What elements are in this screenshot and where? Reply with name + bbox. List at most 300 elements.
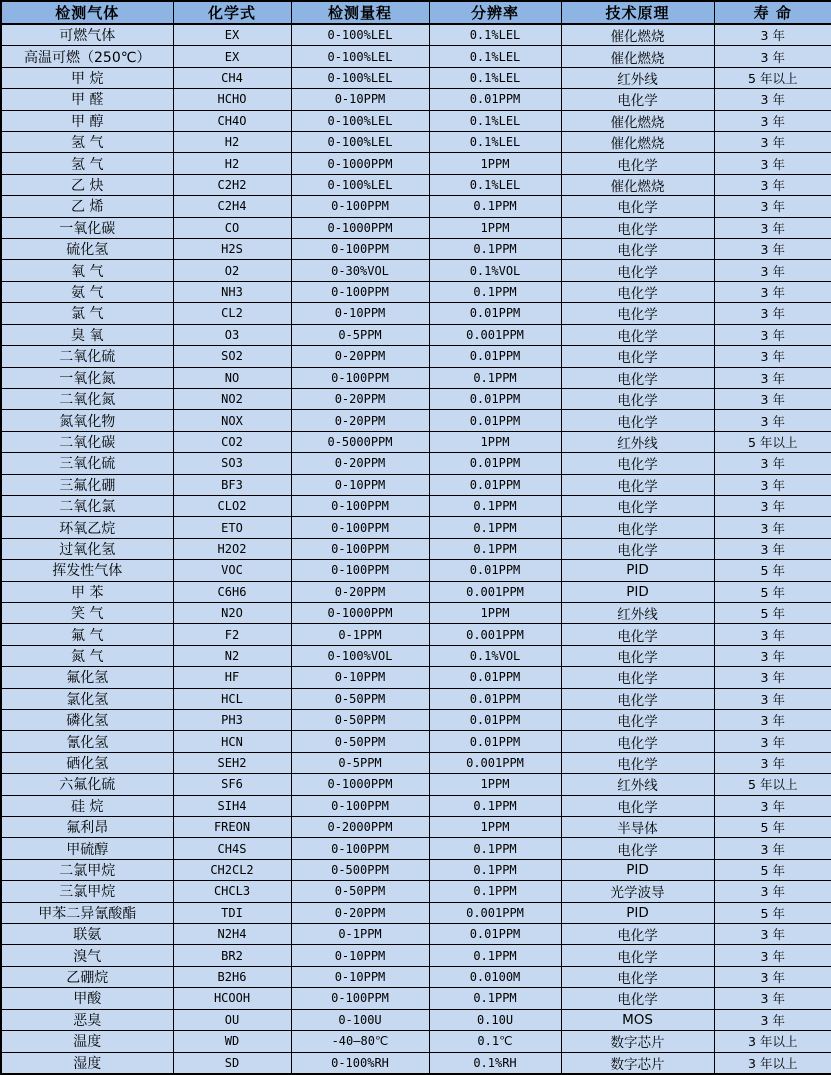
cell-range: 0-100%LEL [291,132,429,153]
cell-principle: 电化学 [561,217,714,238]
cell-range: 0-100%LEL [291,46,429,67]
table-row [1,538,831,559]
cell-principle: 电化学 [561,367,714,388]
cell-formula: B2H6 [173,966,291,987]
cell-principle: 电化学 [561,260,714,281]
cell-lifespan: 3 年 [714,924,831,945]
cell-range: 0-100U [291,1009,429,1030]
table-row [1,688,831,709]
cell-gas: 甲酸 [1,988,173,1009]
cell-lifespan: 3 年 [714,517,831,538]
cell-range: 0-100%LEL [291,110,429,131]
cell-gas: 硒化氢 [1,752,173,773]
cell-principle: 红外线 [561,431,714,452]
cell-lifespan: 3 年 [714,752,831,773]
table-row [1,217,831,238]
column-header-principle: 技术原理 [561,1,714,24]
cell-resolution: 0.01PPM [429,410,561,431]
cell-principle: 电化学 [561,945,714,966]
cell-principle: 电化学 [561,495,714,516]
cell-gas: 氨 气 [1,281,173,302]
cell-gas: 二氧化碳 [1,431,173,452]
table-row [1,474,831,495]
cell-principle: 半导体 [561,817,714,838]
cell-formula: CO2 [173,431,291,452]
cell-resolution: 0.1PPM [429,495,561,516]
cell-gas: 氢 气 [1,153,173,174]
cell-range: 0-20PPM [291,453,429,474]
cell-formula: BF3 [173,474,291,495]
table-row [1,581,831,602]
cell-principle: 电化学 [561,388,714,409]
cell-lifespan: 3 年 [714,474,831,495]
cell-resolution: 0.1PPM [429,196,561,217]
cell-formula: F2 [173,624,291,645]
table-row [1,260,831,281]
cell-principle: 电化学 [561,924,714,945]
cell-gas: 氰化氢 [1,731,173,752]
cell-principle: PID [561,902,714,923]
cell-lifespan: 3 年 [714,453,831,474]
table-row [1,196,831,217]
table-row [1,710,831,731]
cell-formula: H2 [173,153,291,174]
table-row [1,410,831,431]
cell-range: 0-100PPM [291,239,429,260]
cell-formula: TDI [173,902,291,923]
cell-principle: PID [561,581,714,602]
cell-gas: 甲苯二异氰酸酯 [1,902,173,923]
cell-range: 0-100%RH [291,1052,429,1074]
cell-range: 0-1000PPM [291,602,429,623]
cell-formula: FREON [173,817,291,838]
cell-lifespan: 3 年以上 [714,1031,831,1052]
table-row [1,752,831,773]
cell-principle: 电化学 [561,281,714,302]
cell-principle: 电化学 [561,538,714,559]
cell-resolution: 0.1%RH [429,1052,561,1074]
cell-principle: 电化学 [561,303,714,324]
table-row [1,346,831,367]
cell-formula: H2S [173,239,291,260]
cell-formula: CH2CL2 [173,859,291,880]
table-row [1,1009,831,1030]
cell-resolution: 0.1PPM [429,517,561,538]
cell-lifespan: 3 年 [714,410,831,431]
cell-resolution: 0.1℃ [429,1031,561,1052]
cell-resolution: 0.1%LEL [429,24,561,46]
cell-gas: 氟 气 [1,624,173,645]
cell-principle: 光学波导 [561,881,714,902]
cell-lifespan: 3 年 [714,688,831,709]
cell-lifespan: 3 年 [714,881,831,902]
table-row [1,67,831,88]
cell-lifespan: 3 年 [714,89,831,110]
cell-range: 0-100PPM [291,196,429,217]
cell-formula: NOX [173,410,291,431]
cell-range: 0-1000PPM [291,153,429,174]
cell-principle: PID [561,859,714,880]
cell-lifespan: 3 年 [714,110,831,131]
cell-gas: 氟利昂 [1,817,173,838]
cell-formula: N2 [173,645,291,666]
cell-gas: 六氟化硫 [1,774,173,795]
column-header-formula: 化学式 [173,1,291,24]
cell-principle: 电化学 [561,89,714,110]
cell-gas: 甲 烷 [1,67,173,88]
cell-principle: PID [561,560,714,581]
cell-lifespan: 5 年 [714,560,831,581]
cell-formula: H2O2 [173,538,291,559]
cell-range: 0-100PPM [291,560,429,581]
cell-lifespan: 3 年 [714,132,831,153]
cell-resolution: 1PPM [429,217,561,238]
table-row [1,859,831,880]
table-row [1,367,831,388]
cell-range: 0-1000PPM [291,774,429,795]
cell-formula: C2H4 [173,196,291,217]
cell-formula: SIH4 [173,795,291,816]
cell-lifespan: 5 年以上 [714,67,831,88]
cell-gas: 氯 气 [1,303,173,324]
table-row [1,324,831,345]
cell-lifespan: 5 年 [714,859,831,880]
cell-lifespan: 3 年以上 [714,1052,831,1074]
cell-formula: HF [173,667,291,688]
cell-lifespan: 3 年 [714,388,831,409]
cell-resolution: 0.01PPM [429,688,561,709]
cell-formula: EX [173,24,291,46]
cell-lifespan: 3 年 [714,153,831,174]
cell-resolution: 1PPM [429,602,561,623]
cell-principle: 催化燃烧 [561,46,714,67]
cell-range: 0-1PPM [291,924,429,945]
cell-formula: SF6 [173,774,291,795]
cell-principle: MOS [561,1009,714,1030]
cell-range: 0-20PPM [291,902,429,923]
cell-range: 0-20PPM [291,581,429,602]
cell-resolution: 1PPM [429,431,561,452]
cell-principle: 电化学 [561,752,714,773]
cell-lifespan: 3 年 [714,303,831,324]
cell-gas: 溴气 [1,945,173,966]
cell-resolution: 0.001PPM [429,324,561,345]
cell-principle: 电化学 [561,196,714,217]
cell-formula: O2 [173,260,291,281]
cell-range: 0-100%LEL [291,174,429,195]
cell-range: 0-100PPM [291,281,429,302]
cell-resolution: 0.01PPM [429,710,561,731]
table-row [1,924,831,945]
cell-range: 0-50PPM [291,731,429,752]
cell-lifespan: 3 年 [714,495,831,516]
cell-range: 0-20PPM [291,346,429,367]
cell-gas: 笑 气 [1,602,173,623]
table-header [1,1,831,24]
cell-lifespan: 3 年 [714,46,831,67]
cell-resolution: 1PPM [429,817,561,838]
cell-lifespan: 3 年 [714,24,831,46]
table-row [1,795,831,816]
cell-formula: N2H4 [173,924,291,945]
cell-formula: CO [173,217,291,238]
column-header-range: 检测量程 [291,1,429,24]
cell-principle: 数字芯片 [561,1052,714,1074]
cell-gas: 二氧化氮 [1,388,173,409]
cell-gas: 磷化氢 [1,710,173,731]
cell-gas: 乙 烯 [1,196,173,217]
cell-principle: 电化学 [561,239,714,260]
cell-gas: 氮氧化物 [1,410,173,431]
cell-lifespan: 3 年 [714,1009,831,1030]
cell-resolution: 0.01PPM [429,89,561,110]
table-row [1,838,831,859]
cell-range: 0-100PPM [291,367,429,388]
cell-gas: 甲 醇 [1,110,173,131]
cell-formula: BR2 [173,945,291,966]
cell-resolution: 0.1PPM [429,281,561,302]
table-row [1,1031,831,1052]
cell-gas: 过氧化氢 [1,538,173,559]
cell-formula: HCOOH [173,988,291,1009]
cell-lifespan: 3 年 [714,710,831,731]
table-row [1,453,831,474]
cell-gas: 联氨 [1,924,173,945]
cell-resolution: 0.01PPM [429,453,561,474]
table-row [1,624,831,645]
cell-lifespan: 3 年 [714,217,831,238]
cell-lifespan: 3 年 [714,966,831,987]
table-row [1,303,831,324]
cell-principle: 电化学 [561,474,714,495]
table-row [1,945,831,966]
cell-gas: 二氧化硫 [1,346,173,367]
cell-principle: 催化燃烧 [561,174,714,195]
cell-lifespan: 5 年以上 [714,774,831,795]
cell-resolution: 0.1%LEL [429,46,561,67]
cell-resolution: 0.001PPM [429,752,561,773]
table-row [1,667,831,688]
cell-resolution: 0.01PPM [429,731,561,752]
cell-resolution: 0.1PPM [429,945,561,966]
cell-range: 0-100%VOL [291,645,429,666]
cell-principle: 数字芯片 [561,1031,714,1052]
cell-lifespan: 5 年以上 [714,431,831,452]
cell-lifespan: 5 年 [714,817,831,838]
table-row [1,89,831,110]
cell-lifespan: 3 年 [714,795,831,816]
cell-resolution: 0.001PPM [429,624,561,645]
table-row [1,431,831,452]
table-row [1,1052,831,1074]
cell-principle: 红外线 [561,67,714,88]
cell-resolution: 0.01PPM [429,474,561,495]
cell-range: 0-1000PPM [291,217,429,238]
cell-formula: C6H6 [173,581,291,602]
cell-gas: 氧 气 [1,260,173,281]
cell-gas: 恶臭 [1,1009,173,1030]
cell-gas: 二氯甲烷 [1,859,173,880]
cell-resolution: 0.01PPM [429,388,561,409]
cell-resolution: 0.1%LEL [429,110,561,131]
cell-resolution: 0.1%LEL [429,67,561,88]
cell-formula: HCL [173,688,291,709]
table-row [1,132,831,153]
cell-resolution: 0.01PPM [429,346,561,367]
cell-formula: CHCL3 [173,881,291,902]
table-row [1,239,831,260]
cell-formula: O3 [173,324,291,345]
cell-gas: 一氧化氮 [1,367,173,388]
table-row [1,774,831,795]
cell-formula: WD [173,1031,291,1052]
cell-formula: N2O [173,602,291,623]
column-header-lifespan: 寿 命 [714,1,831,24]
cell-resolution: 0.1%LEL [429,174,561,195]
cell-resolution: 0.01PPM [429,560,561,581]
cell-principle: 电化学 [561,453,714,474]
table-row [1,153,831,174]
cell-gas: 乙 炔 [1,174,173,195]
cell-lifespan: 3 年 [714,838,831,859]
cell-formula: C2H2 [173,174,291,195]
table-row [1,731,831,752]
cell-lifespan: 3 年 [714,538,831,559]
cell-gas: 挥发性气体 [1,560,173,581]
cell-principle: 电化学 [561,795,714,816]
cell-resolution: 0.1%VOL [429,645,561,666]
cell-formula: NH3 [173,281,291,302]
cell-lifespan: 3 年 [714,667,831,688]
cell-formula: HCN [173,731,291,752]
cell-formula: PH3 [173,710,291,731]
cell-gas: 三氯甲烷 [1,881,173,902]
cell-principle: 电化学 [561,153,714,174]
cell-principle: 电化学 [561,710,714,731]
cell-gas: 三氟化硼 [1,474,173,495]
cell-range: 0-50PPM [291,688,429,709]
cell-resolution: 0.1%LEL [429,132,561,153]
cell-principle: 催化燃烧 [561,24,714,46]
cell-range: 0-20PPM [291,388,429,409]
cell-formula: SO2 [173,346,291,367]
cell-principle: 催化燃烧 [561,110,714,131]
table-row [1,988,831,1009]
cell-range: 0-10PPM [291,89,429,110]
cell-principle: 电化学 [561,838,714,859]
cell-formula: SD [173,1052,291,1074]
cell-formula: HCHO [173,89,291,110]
cell-principle: 电化学 [561,688,714,709]
cell-lifespan: 3 年 [714,239,831,260]
cell-formula: CL2 [173,303,291,324]
cell-range: 0-100%LEL [291,24,429,46]
cell-gas: 温度 [1,1031,173,1052]
cell-gas: 氢 气 [1,132,173,153]
cell-resolution: 0.1PPM [429,838,561,859]
table-row [1,388,831,409]
cell-principle: 红外线 [561,602,714,623]
cell-gas: 二氧化氯 [1,495,173,516]
cell-resolution: 0.1%VOL [429,260,561,281]
cell-resolution: 0.1PPM [429,367,561,388]
cell-resolution: 0.1PPM [429,538,561,559]
cell-range: 0-500PPM [291,859,429,880]
cell-resolution: 0.01PPM [429,303,561,324]
cell-formula: VOC [173,560,291,581]
cell-range: 0-100PPM [291,838,429,859]
table-row [1,966,831,987]
cell-formula: SO3 [173,453,291,474]
cell-resolution: 0.001PPM [429,581,561,602]
cell-formula: OU [173,1009,291,1030]
table-row [1,902,831,923]
cell-range: -40—80℃ [291,1031,429,1052]
cell-resolution: 0.10U [429,1009,561,1030]
cell-principle: 电化学 [561,988,714,1009]
cell-resolution: 0.1PPM [429,239,561,260]
cell-range: 0-100PPM [291,495,429,516]
table-row [1,602,831,623]
cell-principle: 电化学 [561,410,714,431]
cell-resolution: 1PPM [429,774,561,795]
cell-range: 0-100%LEL [291,67,429,88]
cell-resolution: 0.01PPM [429,924,561,945]
cell-range: 0-10PPM [291,474,429,495]
cell-formula: CLO2 [173,495,291,516]
cell-lifespan: 5 年 [714,602,831,623]
table-body [1,24,831,1074]
cell-gas: 高温可燃（250℃） [1,46,173,67]
table-row [1,174,831,195]
column-header-resolution: 分辨率 [429,1,561,24]
cell-gas: 硫化氢 [1,239,173,260]
cell-range: 0-5PPM [291,324,429,345]
cell-range: 0-50PPM [291,710,429,731]
cell-formula: CH4S [173,838,291,859]
cell-lifespan: 3 年 [714,260,831,281]
cell-principle: 电化学 [561,517,714,538]
cell-formula: H2 [173,132,291,153]
cell-range: 0-100PPM [291,988,429,1009]
cell-formula: EX [173,46,291,67]
table-row [1,46,831,67]
cell-lifespan: 3 年 [714,346,831,367]
cell-lifespan: 3 年 [714,174,831,195]
header-row [1,1,831,24]
cell-principle: 电化学 [561,624,714,645]
cell-lifespan: 3 年 [714,281,831,302]
cell-lifespan: 3 年 [714,624,831,645]
cell-lifespan: 3 年 [714,988,831,1009]
cell-range: 0-50PPM [291,881,429,902]
cell-gas: 甲 醛 [1,89,173,110]
cell-principle: 电化学 [561,667,714,688]
cell-lifespan: 3 年 [714,645,831,666]
cell-lifespan: 3 年 [714,324,831,345]
cell-principle: 红外线 [561,774,714,795]
cell-range: 0-5000PPM [291,431,429,452]
cell-gas: 甲硫醇 [1,838,173,859]
cell-gas: 硅 烷 [1,795,173,816]
cell-lifespan: 5 年 [714,902,831,923]
cell-gas: 氟化氢 [1,667,173,688]
cell-formula: ETO [173,517,291,538]
cell-principle: 电化学 [561,645,714,666]
cell-range: 0-5PPM [291,752,429,773]
cell-gas: 氮 气 [1,645,173,666]
cell-gas: 甲 苯 [1,581,173,602]
